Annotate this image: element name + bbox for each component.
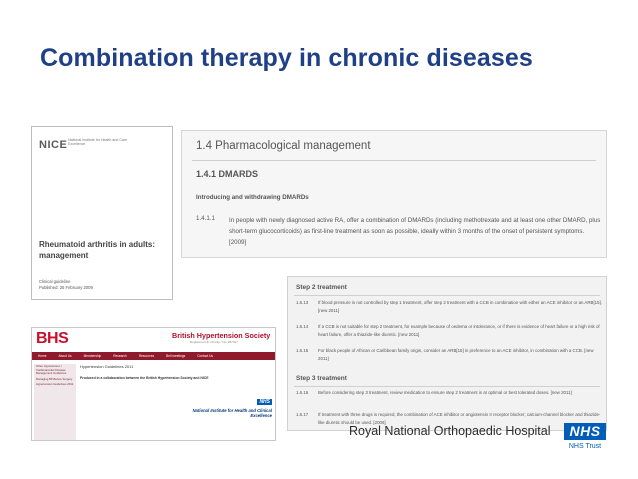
step-item-num: 1.6.14 [296, 324, 309, 329]
step3-divider [294, 386, 600, 387]
pharm-section: Introducing and withdrawing DMARDs [196, 194, 309, 201]
bhs-nav-item[interactable]: Research [113, 354, 127, 358]
step3-heading: Step 3 treatment [296, 375, 347, 382]
pharm-item-num: 1.4.1.1 [196, 215, 215, 222]
bhs-nav-item[interactable]: Resources [138, 354, 155, 358]
nice-org-text: National Institute for Health and Clinical Excellence [192, 408, 272, 418]
bhs-logo: BHS [36, 330, 69, 347]
bhs-nav-item[interactable]: Membership [83, 354, 102, 358]
pharm-divider [192, 160, 596, 161]
step2-divider [294, 295, 600, 296]
nice-doc-meta [39, 279, 93, 290]
step-item-text: If a CCB is not suitable for step 2 treatment, for example because of oedema or intolerance, or if there is evidence of heart failure or a high risk of heart failure, offer a thiazide-like diuretic. [new 2011] [318, 324, 600, 338]
bhs-nav-item[interactable]: Home [38, 354, 47, 358]
step-item-text: If treatment with three drugs is required, the combination of ACE inhibitor or angiotensin II receptor blocker; calcium-channel blocker and thiazide-like diuretic should be used. [2006] [318, 412, 601, 426]
pharm-subheading: 1.4.1 DMARDS [196, 169, 259, 179]
hypertension-steps-panel [287, 276, 607, 431]
nice-doc-type: Clinical guideline [39, 279, 71, 284]
step2-heading: Step 2 treatment [296, 284, 347, 291]
bhs-society-name: British Hypertension Society [172, 331, 271, 340]
bhs-nav-item[interactable]: About Us [58, 354, 72, 358]
step-item-num: 1.6.15 [296, 348, 309, 353]
bhs-nav-item[interactable]: Contact Us [197, 354, 214, 358]
nhs-logo: NHS [564, 423, 606, 440]
bhs-header [32, 328, 275, 350]
slide-title: Combination therapy in chronic diseases [40, 44, 533, 72]
bhs-sidebar-item[interactable]: Other Hypertension / Cardiovascular Disease Management Guidelines [36, 364, 67, 376]
bhs-nav-bar [32, 352, 275, 360]
bhs-sidebar [34, 364, 76, 440]
nice-published: Published: 25 February 2009 [39, 284, 93, 290]
bhs-nice-logo [180, 390, 272, 418]
step-item-text: Before considering step 3 treatment, review medication to ensure step 2 treatment is at optimal or best tolerated doses. [new 2011] [318, 390, 572, 395]
bhs-sidebar-item[interactable]: Hypertension Guidelines 2011 [36, 382, 74, 387]
step-item-num: 1.6.16 [296, 390, 309, 395]
bhs-sidebar-item[interactable]: Managing BP Before Surgery [36, 376, 73, 381]
nice-guideline-cover [31, 126, 173, 300]
nhs-logo: NHS [259, 399, 270, 405]
bhs-registration: Registered UK Charity / No. 287017 [190, 340, 238, 344]
nice-logo: NICE [39, 139, 68, 151]
bhs-website-screenshot [31, 327, 276, 441]
bhs-nav-item[interactable]: Bell meetings [166, 354, 186, 358]
step-item-num: 1.6.13 [296, 300, 309, 305]
nhs-trust-label: NHS Trust [568, 443, 602, 450]
nice-doc-title: Rheumatoid arthritis in adults: management [39, 240, 156, 260]
pharmacological-management-panel [181, 130, 607, 258]
step-item-text: If blood pressure is not controlled by step 1 treatment, offer step 2 treatment with a CCB in combination with either an ACE inhibitor or an ARB[15]. [new 2011] [318, 300, 602, 314]
nice-org-name: National Institute for Health and Care Excellence [68, 138, 128, 147]
step-item-text: For black people of African or Caribbean family origin, consider an ARB[15] in preference to an ACE inhibitor, in combination with a CCB. [new 2011] [318, 348, 594, 362]
bhs-main-text: Produced in a collaboration between the British Hypertension Society and NICE [80, 376, 209, 380]
bhs-main-heading: Hypertension Guidelines 2011 [80, 364, 134, 369]
step-item-num: 1.6.17 [296, 412, 309, 417]
pharm-heading: 1.4 Pharmacological management [196, 140, 371, 152]
pharm-item-text: In people with newly diagnosed active RA, offer a combination of DMARDs (including methotrexate and at least one other DMARD, plus short-term glucocorticoids) as first-line treatment as soon as possible, ideally within 3 months of the onset of persistent symptoms. [2009] [229, 217, 601, 246]
hospital-name: Royal National Orthopaedic Hospital [349, 424, 551, 438]
